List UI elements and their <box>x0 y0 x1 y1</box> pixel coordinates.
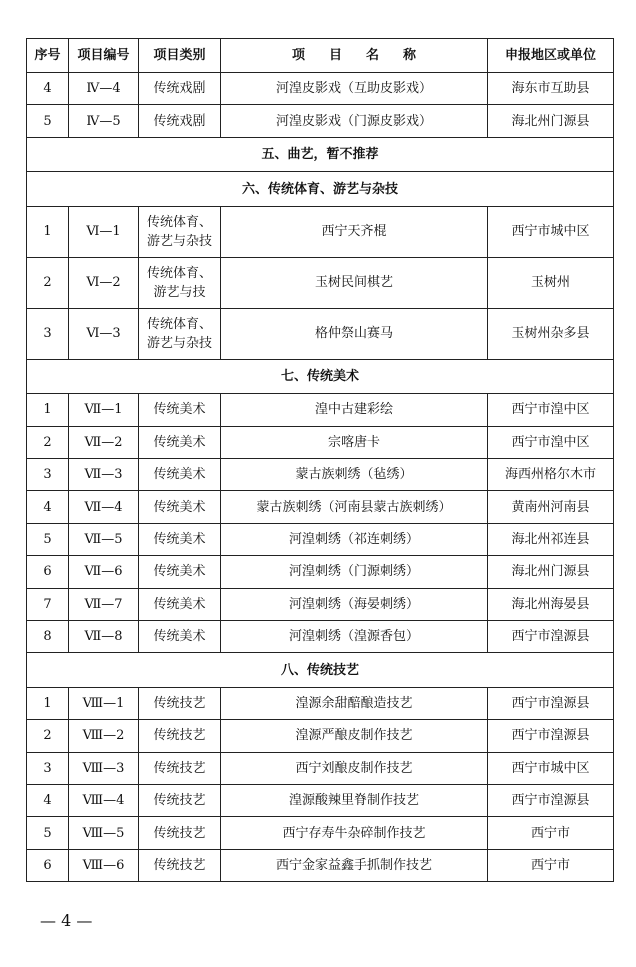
cell-code: Ⅶ—5 <box>69 523 139 555</box>
header-category: 项目类别 <box>139 39 221 73</box>
cell-region: 西宁市湟中区 <box>488 426 614 458</box>
section-title: 六、传统体育、游艺与杂技 <box>27 172 614 207</box>
cell-category: 传统美术 <box>139 588 221 620</box>
cell-region: 西宁市城中区 <box>488 206 614 257</box>
cell-region: 玉树州杂多县 <box>488 308 614 359</box>
header-name <box>221 39 488 73</box>
cell-code: Ⅶ—7 <box>69 588 139 620</box>
cell-name: 湟中古建彩绘 <box>221 394 488 426</box>
table-row <box>27 588 614 620</box>
cell-category: 传统戏剧 <box>139 73 221 105</box>
cell-region: 西宁市 <box>488 849 614 881</box>
cell-index: 4 <box>27 491 69 523</box>
cell-region: 西宁市湟源县 <box>488 621 614 653</box>
table-row <box>27 849 614 881</box>
cell-category: 传统美术 <box>139 556 221 588</box>
cell-category: 传统美术 <box>139 459 221 491</box>
cell-region: 西宁市湟中区 <box>488 394 614 426</box>
cell-index: 5 <box>27 105 69 137</box>
table-row <box>27 752 614 784</box>
cell-name: 蒙古族刺绣（河南县蒙古族刺绣） <box>221 491 488 523</box>
page-number: — 4 — <box>40 911 93 930</box>
cell-code: Ⅵ—1 <box>69 206 139 257</box>
cell-code: Ⅷ—6 <box>69 849 139 881</box>
cell-name: 湟源酸辣里脊制作技艺 <box>221 785 488 817</box>
cell-code: Ⅷ—4 <box>69 785 139 817</box>
cell-code: Ⅶ—8 <box>69 621 139 653</box>
cell-code: Ⅶ—6 <box>69 556 139 588</box>
cell-name: 湟源严酿皮制作技艺 <box>221 720 488 752</box>
table-row <box>27 785 614 817</box>
table-row <box>27 817 614 849</box>
table-header-row <box>27 39 614 73</box>
cell-name: 河湟皮影戏（门源皮影戏） <box>221 105 488 137</box>
cell-name: 河湟刺绣（祁连刺绣） <box>221 523 488 555</box>
header-index: 序号 <box>27 39 69 73</box>
cell-code: Ⅷ—1 <box>69 687 139 719</box>
cell-category: 传统技艺 <box>139 720 221 752</box>
header-name-char: 称 <box>403 48 417 63</box>
cell-index: 2 <box>27 426 69 458</box>
cell-category: 传统美术 <box>139 621 221 653</box>
cell-index: 6 <box>27 849 69 881</box>
cell-category: 传统技艺 <box>139 687 221 719</box>
section-row <box>27 359 614 394</box>
header-region: 申报地区或单位 <box>488 39 614 73</box>
cell-name: 河湟刺绣（湟源香包） <box>221 621 488 653</box>
cell-category: 传统技艺 <box>139 752 221 784</box>
cell-region: 海东市互助县 <box>488 73 614 105</box>
cell-name: 河湟刺绣（门源刺绣） <box>221 556 488 588</box>
header-name-char: 目 <box>328 48 342 63</box>
heritage-list-table <box>26 38 614 882</box>
cell-index: 8 <box>27 621 69 653</box>
cell-index: 4 <box>27 785 69 817</box>
cell-name: 宗喀唐卡 <box>221 426 488 458</box>
section-title: 八、传统技艺 <box>27 653 614 688</box>
cell-code: Ⅳ—4 <box>69 73 139 105</box>
cell-name: 西宁金家益鑫手抓制作技艺 <box>221 849 488 881</box>
table-row <box>27 105 614 137</box>
table-row <box>27 621 614 653</box>
cell-category: 传统美术 <box>139 394 221 426</box>
cell-name: 河湟刺绣（海晏刺绣） <box>221 588 488 620</box>
cell-name: 西宁存寿牛杂碎制作技艺 <box>221 817 488 849</box>
cell-code: Ⅶ—2 <box>69 426 139 458</box>
cell-category: 传统体育、游艺与技 <box>139 257 221 308</box>
cell-code: Ⅵ—3 <box>69 308 139 359</box>
cell-category: 传统技艺 <box>139 785 221 817</box>
cell-index: 3 <box>27 308 69 359</box>
cell-region: 海西州格尔木市 <box>488 459 614 491</box>
cell-name: 西宁刘酿皮制作技艺 <box>221 752 488 784</box>
table-row <box>27 491 614 523</box>
cell-name: 玉树民间棋艺 <box>221 257 488 308</box>
table-row <box>27 257 614 308</box>
cell-region: 西宁市 <box>488 817 614 849</box>
cell-name: 西宁天齐棍 <box>221 206 488 257</box>
cell-region: 黄南州河南县 <box>488 491 614 523</box>
section-title: 五、曲艺，暂不推荐 <box>27 137 614 172</box>
cell-region: 西宁市城中区 <box>488 752 614 784</box>
table-row <box>27 687 614 719</box>
cell-index: 1 <box>27 687 69 719</box>
section-title: 七、传统美术 <box>27 359 614 394</box>
table-row <box>27 720 614 752</box>
cell-region: 海北州门源县 <box>488 556 614 588</box>
table-row <box>27 523 614 555</box>
cell-index: 1 <box>27 206 69 257</box>
section-row <box>27 653 614 688</box>
cell-name: 河湟皮影戏（互助皮影戏） <box>221 73 488 105</box>
cell-index: 5 <box>27 523 69 555</box>
cell-category: 传统技艺 <box>139 817 221 849</box>
table-body <box>27 73 614 882</box>
table-row <box>27 556 614 588</box>
cell-name: 湟源余甜醅酿造技艺 <box>221 687 488 719</box>
header-code: 项目编号 <box>69 39 139 73</box>
cell-category: 传统技艺 <box>139 849 221 881</box>
header-name-char: 项 <box>291 48 305 63</box>
cell-code: Ⅷ—3 <box>69 752 139 784</box>
cell-region: 西宁市湟源县 <box>488 687 614 719</box>
section-row <box>27 172 614 207</box>
cell-category: 传统美术 <box>139 523 221 555</box>
cell-code: Ⅶ—1 <box>69 394 139 426</box>
cell-index: 5 <box>27 817 69 849</box>
cell-code: Ⅵ—2 <box>69 257 139 308</box>
cell-index: 2 <box>27 720 69 752</box>
cell-index: 1 <box>27 394 69 426</box>
table-row <box>27 426 614 458</box>
table-row <box>27 308 614 359</box>
cell-code: Ⅶ—3 <box>69 459 139 491</box>
cell-code: Ⅷ—2 <box>69 720 139 752</box>
header-name-char: 名 <box>366 48 380 63</box>
section-row <box>27 137 614 172</box>
cell-region: 海北州祁连县 <box>488 523 614 555</box>
cell-region: 玉树州 <box>488 257 614 308</box>
table-row <box>27 206 614 257</box>
table-row <box>27 73 614 105</box>
cell-category: 传统美术 <box>139 491 221 523</box>
cell-region: 西宁市湟源县 <box>488 785 614 817</box>
cell-index: 7 <box>27 588 69 620</box>
cell-name: 蒙古族刺绣（毡绣） <box>221 459 488 491</box>
cell-index: 6 <box>27 556 69 588</box>
cell-index: 2 <box>27 257 69 308</box>
cell-category: 传统体育、游艺与杂技 <box>139 206 221 257</box>
cell-category: 传统戏剧 <box>139 105 221 137</box>
cell-region: 海北州门源县 <box>488 105 614 137</box>
cell-code: Ⅷ—5 <box>69 817 139 849</box>
cell-region: 西宁市湟源县 <box>488 720 614 752</box>
cell-code: Ⅳ—5 <box>69 105 139 137</box>
cell-category: 传统体育、游艺与杂技 <box>139 308 221 359</box>
cell-index: 3 <box>27 459 69 491</box>
table-row <box>27 394 614 426</box>
cell-index: 4 <box>27 73 69 105</box>
cell-index: 3 <box>27 752 69 784</box>
cell-code: Ⅶ—4 <box>69 491 139 523</box>
cell-region: 海北州海晏县 <box>488 588 614 620</box>
table-row <box>27 459 614 491</box>
cell-category: 传统美术 <box>139 426 221 458</box>
cell-name: 格仲祭山赛马 <box>221 308 488 359</box>
